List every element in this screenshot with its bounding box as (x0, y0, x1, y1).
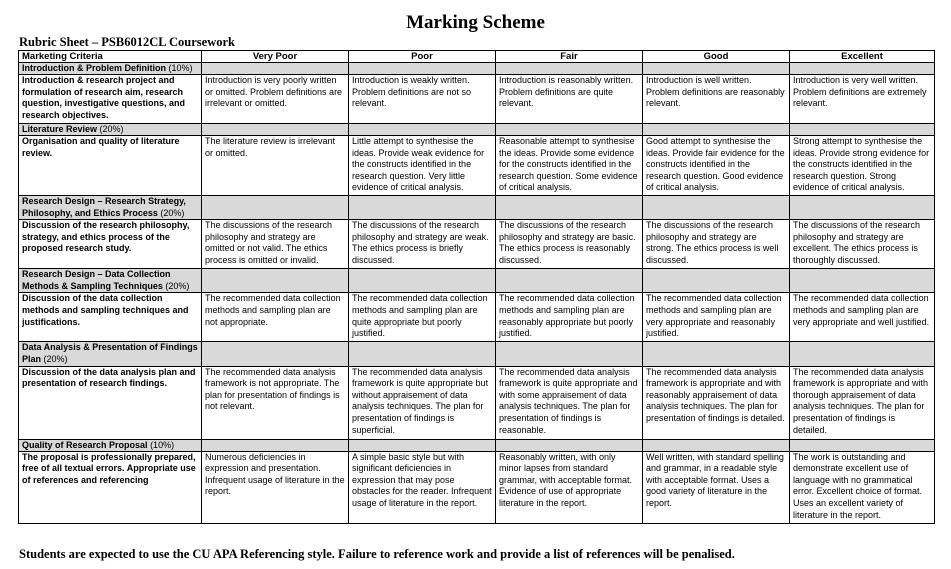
section-row (19, 439, 935, 451)
header-row (19, 51, 935, 63)
rubric-cell-very-poor: The discussions of the research philosophy and strategy are omitted or not valid. The ethics process is omitted or invalid. (202, 220, 349, 269)
section-name: Research Design – Research Strategy, Philosophy, and Ethics Process (22, 196, 186, 218)
section-row (19, 124, 935, 136)
header-very-poor: Very Poor (202, 51, 349, 63)
criterion-cell: The proposal is professionally prepared, free of all textual errors. Appropriate use of references and referencing (19, 451, 202, 523)
criterion-row (19, 136, 935, 196)
section-name: Data Analysis & Presentation of Findings Plan (22, 342, 198, 364)
section-name: Research Design – Data Collection Methods & Sampling Techniques (22, 269, 171, 291)
criterion-row (19, 220, 935, 269)
criterion-cell: Discussion of the data collection methods and sampling techniques and justifications. (19, 293, 202, 342)
section-name: Quality of Research Proposal (22, 439, 148, 450)
criterion-row (19, 451, 935, 523)
section-name: Introduction & Problem Definition (22, 63, 166, 73)
criterion-cell: Discussion of the data analysis plan and presentation of research findings. (19, 366, 202, 439)
rubric-cell-very-poor: Introduction is very poorly written or omitted. Problem definitions are irrelevant or omitted. (202, 75, 349, 124)
rubric-cell-good: Well written, with standard spelling and grammar, in a readable style with acceptable format. Uses a good variety of literature in the report. (643, 451, 790, 523)
section-label (19, 196, 202, 220)
rubric-cell-good: The discussions of the research philosophy and strategy are strong. The ethics process is well discussed. (643, 220, 790, 269)
section-row (19, 63, 935, 75)
section-label (19, 439, 202, 451)
rubric-cell-poor: The recommended data collection methods and sampling plan are quite appropriate but poorly justified. (349, 293, 496, 342)
criterion-cell: Discussion of the research philosophy, strategy, and ethics process of the proposed research study. (19, 220, 202, 269)
rubric-cell-fair: Reasonably written, with only minor lapses from standard grammar, with acceptable format. Evidence of use of appropriate literature in the report. (496, 451, 643, 523)
section-weight: (20%) (99, 124, 124, 134)
rubric-cell-very-poor: Numerous deficiencies in expression and presentation. Infrequent usage of literature in the report. (202, 451, 349, 523)
section-label (19, 63, 202, 75)
rubric-cell-poor: Introduction is weakly written. Problem definitions are not so relevant. (349, 75, 496, 124)
section-name: Literature Review (22, 124, 98, 134)
section-label (19, 342, 202, 366)
rubric-cell-fair: The discussions of the research philosophy and strategy are basic. The ethics process is reasonably discussed. (496, 220, 643, 269)
referencing-note: Students are expected to use the CU APA Referencing style. Failure to reference work and provide a list of references will be penalised. (19, 547, 735, 561)
rubric-cell-fair: The recommended data analysis framework is quite appropriate and with some appraisement of data analysis techniques. The plan for presentation of findings is reasonable. (496, 366, 643, 439)
rubric-cell-excellent: The discussions of the research philosophy and strategy are excellent. The ethics process is thoroughly discussed. (790, 220, 935, 269)
header-poor: Poor (349, 51, 496, 63)
header-excellent: Excellent (790, 51, 935, 63)
rubric-table (18, 50, 935, 524)
rubric-cell-excellent: Strong attempt to synthesise the ideas. Provide strong evidence for the constructs identified in the research question. Strong evidence of critical analysis. (790, 136, 935, 196)
document-subtitle: Rubric Sheet – PSB6012CL Coursework (19, 35, 235, 49)
rubric-cell-poor: A simple basic style but with significant deficiencies in expression that may pose obstacles for the reader. Infrequent usage of literature in the report. (349, 451, 496, 523)
header-fair: Fair (496, 51, 643, 63)
section-row (19, 269, 935, 293)
criterion-row (19, 293, 935, 342)
section-weight: (20%) (43, 353, 68, 364)
section-weight: (20%) (165, 280, 190, 291)
rubric-cell-good: Good attempt to synthesise the ideas. Provide fair evidence for the constructs identified in the research question. Good evidence of critical analysis. (643, 136, 790, 196)
section-weight: (10%) (150, 439, 175, 450)
rubric-cell-poor: The discussions of the research philosophy and strategy are weak. The ethics process is briefly discussed. (349, 220, 496, 269)
rubric-cell-good: Introduction is well written. Problem definitions are reasonably relevant. (643, 75, 790, 124)
rubric-cell-fair: The recommended data collection methods and sampling plan are reasonably appropriate but poorly justified. (496, 293, 643, 342)
rubric-cell-poor: The recommended data analysis framework is quite appropriate but without appraisement of data analysis techniques. The plan for presentation of findings is superficial. (349, 366, 496, 439)
criterion-row (19, 75, 935, 124)
rubric-cell-very-poor: The recommended data collection methods and sampling plan are not appropriate. (202, 293, 349, 342)
section-row (19, 196, 935, 220)
header-criteria: Marketing Criteria (19, 51, 202, 63)
rubric-cell-good: The recommended data collection methods and sampling plan are very appropriate and reasonably justified. (643, 293, 790, 342)
rubric-cell-fair: Reasonable attempt to synthesise the ideas. Provide some evidence for the constructs identified in the research question. Some evidence of critical analysis. (496, 136, 643, 196)
rubric-cell-excellent: The work is outstanding and demonstrate excellent use of language with no grammatical error. Excellent choice of format. Uses an excellent variety of literature in the report. (790, 451, 935, 523)
criterion-row (19, 366, 935, 439)
rubric-cell-good: The recommended data analysis framework is appropriate and with reasonably appraisement of data analysis techniques. The plan for presentation of findings is detailed. (643, 366, 790, 439)
rubric-cell-poor: Little attempt to synthesise the ideas. Provide weak evidence for the constructs identified in the research question. Very little evidence of critical analysis. (349, 136, 496, 196)
section-weight: (20%) (160, 207, 185, 218)
section-label (19, 269, 202, 293)
rubric-cell-excellent: Introduction is very well written. Problem definitions are extremely relevant. (790, 75, 935, 124)
rubric-cell-very-poor: The literature review is irrelevant or omitted. (202, 136, 349, 196)
criterion-cell: Organisation and quality of literature review. (19, 136, 202, 196)
section-row (19, 342, 935, 366)
section-label (19, 124, 202, 136)
section-weight: (10%) (168, 63, 193, 73)
rubric-cell-fair: Introduction is reasonably written. Problem definitions are quite relevant. (496, 75, 643, 124)
rubric-cell-excellent: The recommended data collection methods and sampling plan are very appropriate and well justified. (790, 293, 935, 342)
criterion-cell: Introduction & research project and formulation of research aim, research question, investigative questions, and research objectives. (19, 75, 202, 124)
rubric-cell-very-poor: The recommended data analysis framework is not appropriate. The plan for presentation of findings is not relevant. (202, 366, 349, 439)
document-title: Marking Scheme (406, 12, 545, 33)
rubric-cell-excellent: The recommended data analysis framework is appropriate and with thorough appraisement of data analysis techniques. The plan for presentation of findings is detailed. (790, 366, 935, 439)
header-good: Good (643, 51, 790, 63)
